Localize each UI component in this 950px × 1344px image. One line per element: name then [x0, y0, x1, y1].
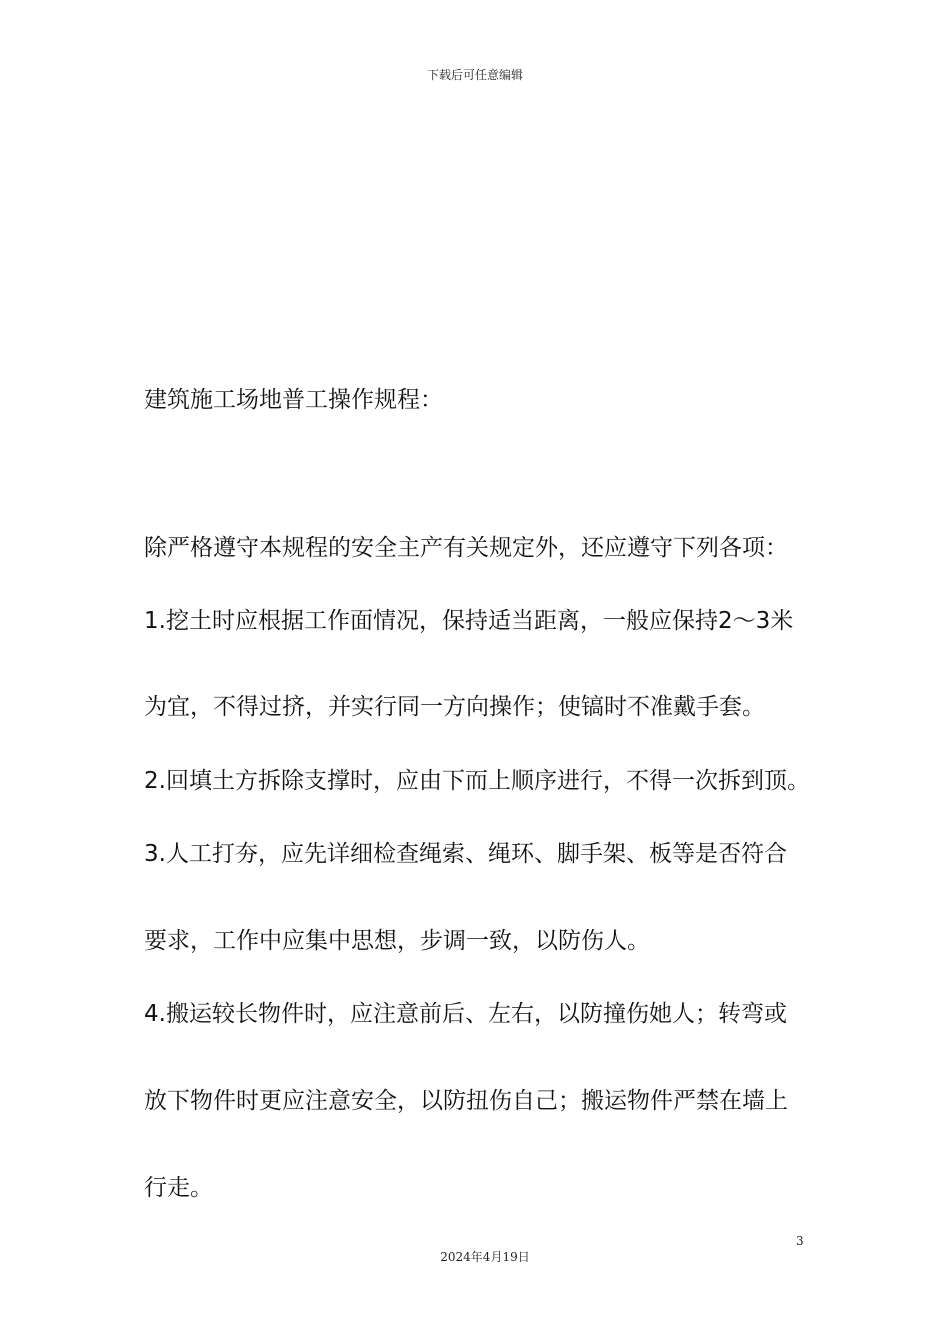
paragraph-line: 要求，工作中应集中思想，步调一致，以防伤人。	[144, 928, 650, 954]
paragraph-line: 1.挖土时应根据工作面情况，保持适当距离，一般应保持2～3米	[144, 608, 794, 634]
paragraph-line: 2.回填土方拆除支撑时，应由下而上顺序进行，不得一次拆到顶。	[144, 768, 810, 794]
paragraph-line: 4.搬运较长物件时，应注意前后、左右，以防撞伤她人；转弯或	[144, 1001, 787, 1027]
page-number: 3	[796, 1234, 804, 1248]
paragraph-line: 放下物件时更应注意安全，以防扭伤自己；搬运物件严禁在墙上	[144, 1088, 788, 1114]
paragraph-line: 除严格遵守本规程的安全主产有关规定外，还应遵守下列各项：	[144, 535, 788, 561]
footer-date: 2024年4月19日	[440, 1250, 530, 1264]
paragraph-line: 3.人工打夯，应先详细检查绳索、绳环、脚手架、板等是否符合	[144, 841, 787, 867]
document-title: 建筑施工场地普工操作规程：	[144, 387, 443, 413]
paragraph-line: 行走。	[144, 1175, 213, 1201]
page-header: 下载后可任意编辑	[426, 68, 523, 82]
paragraph-line: 为宜，不得过挤，并实行同一方向操作；使镐时不准戴手套。	[144, 694, 765, 720]
